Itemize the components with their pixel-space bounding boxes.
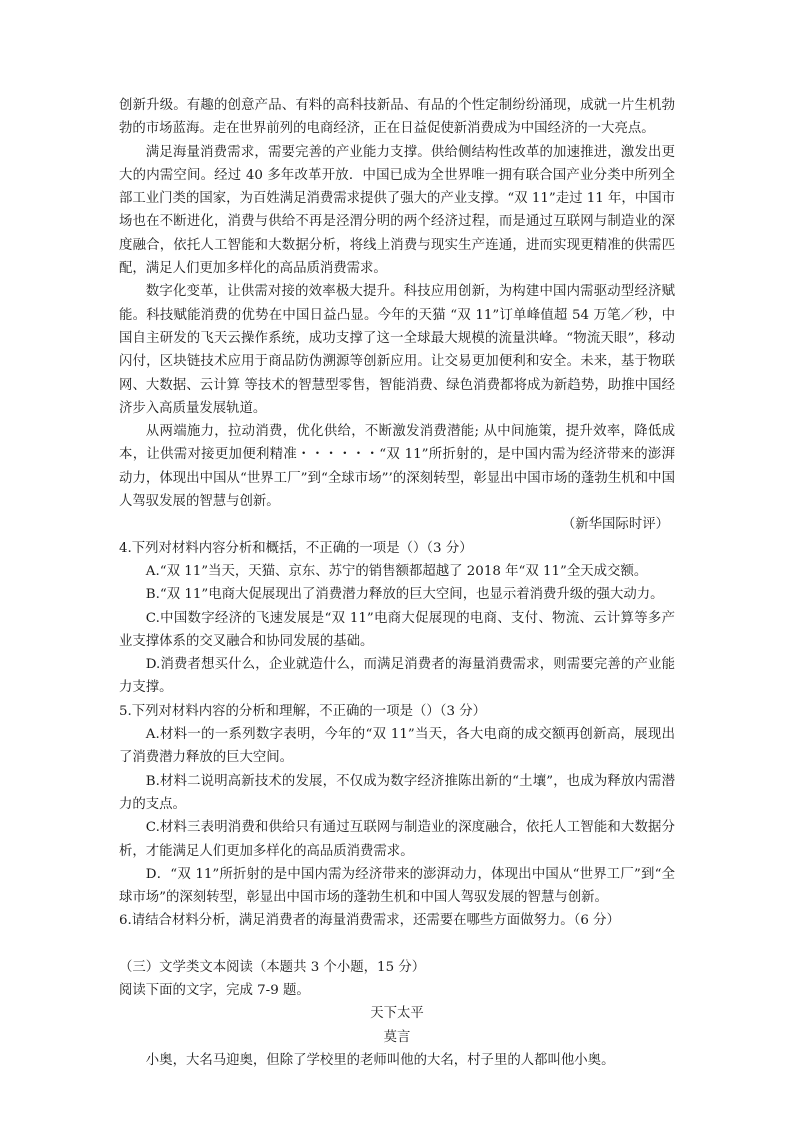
section-spacer [119,933,675,956]
question-4-stem: 4.下列对材料内容分析和概括，不正确的一项是（）（3 分） [119,540,473,556]
question-4-option-c: C.中国数字经济的飞速发展是“双 11”电商大促展现的电商、支付、物流、云计算等多产业支撑体系的交叉融合和协同发展的基础。 [119,610,675,649]
document-body [119,94,675,1072]
material-paragraph-4: 从两端施力，拉动消费，优化供给，不断激发消费潜能; 从中间施策，提升效率，降低成本，让供需对接更加便利精准・・・・・・“双 11”所折射的，是中国内需为经济带来的澎湃动力，体现出中国从“世界工厂”到“全球市场”’的深刻转型，彰显出中国市场的蓬勃生机和中国人驾驭发展的智慧与创新。 [119,424,675,510]
question-5-option-d: D．“双 11”所折射的是中国内需为经济带来的澎湃动力，体现出中国从“世界工厂”到“全球市场”的深刻转型，彰显出中国市场的蓬勃生机和中国人驾驭发展的智慧与创新。 [119,866,675,906]
question-6-stem: 6.请结合材料分析，满足消费者的海量消费需求，还需要在哪些方面做努力。（6 分） [119,913,620,929]
section-3-instruction: 阅读下面的文字，完成 7-9 题。 [119,982,310,998]
question-4-option-d: D.消费者想买什么，企业就造什么，而满足消费者的海量消费需求，则需要完善的产业能力支撑。 [119,657,675,696]
question-4-option-b: B.“双 11”电商大促展现出了消费潜力释放的巨大空间，也显示着消费升级的强大动力。 [145,587,664,603]
question-5-option-c: C.材料三表明消费和供给只有通过互联网与制造业的深度融合，依托人工智能和大数据分析，才能满足人们更加多样化的高品质消费需求。 [119,820,675,859]
material-paragraph-2: 满足海量消费需求，需要完善的产业能力支撑。供给侧结构性改革的加速推进，激发出更大的内需空间。经过 40 多年改革开放．中国已成为全世界唯一拥有联合国产业分类中所列全部工业门类的国家，为百姓满足消费需求提供了强大的产业支撑。“双 11”走过 11 年，中国市场也在不断进化，消费与供给不再是泾渭分明的两个经济过程，而是通过互联网与制造业的深度融合，依托人工智能和大数据分析，将线上消费与现实生产连通，进而实现更精准的供需匹配，满足人们更加多样化的高品质消费需求。 [119,144,675,277]
material-paragraph-1: 创新升级。有趣的创意产品、有料的高科技新品、有品的个性定制纷纷涌现，成就一片生机勃勃的市场蓝海。走在世界前列的电商经济，正在日益促使新消费成为中国经济的一大亮点。 [119,98,675,137]
section-3-heading: （三）文学类文本阅读（本题共 3 个小题，15 分） [119,959,426,975]
story-author: 莫言 [383,1029,411,1045]
story-title: 天下太平 [370,1006,424,1022]
story-first-paragraph: 小奥，大名马迎奥，但除了学校里的老师叫他的大名，村子里的人都叫他小奥。 [145,1052,615,1068]
question-5-stem: 5.下列对材料内容的分析和理解，不正确的一项是（）（3 分） [119,703,487,719]
question-5-option-b: B.材料二说明高新技术的发展，不仅成为数字经济推陈出新的“土壤”，也成为释放内需潜力的支点。 [119,773,675,812]
material-paragraph-3: 数字化变革，让供需对接的效率极大提升。科技应用创新，为构建中国内需驱动型经济赋能。科技赋能消费的优势在中国日益凸显。今年的天猫 “双 11”订单峰值超 54 万笔／秒，中国自主研发的飞天云操作系统，成功支撑了这一全球最大规模的流量洪峰。“物流天眼”，移动闪付，区块链技术应用于商品防伪溯源等创新应用。让交易更加便利和安全。未来，基于物联网、大数据、云计算 等技术的智慧型零售，智能消费、绿色消费都将成为新趋势，助推中国经济步入高质量发展轨道。 [119,284,675,416]
question-4-option-a: A.“双 11”当天，天猫、京东、苏宁的销售额都超越了 2018 年“双 11”全天成交额。 [145,563,648,579]
question-5-option-a: A.材料一的一系列数字表明，今年的“双 11”当天，各大电商的成交额再创新高，展现出了消费潜力释放的巨大空间。 [119,727,675,766]
material-source: （新华国际时评） [561,517,669,533]
